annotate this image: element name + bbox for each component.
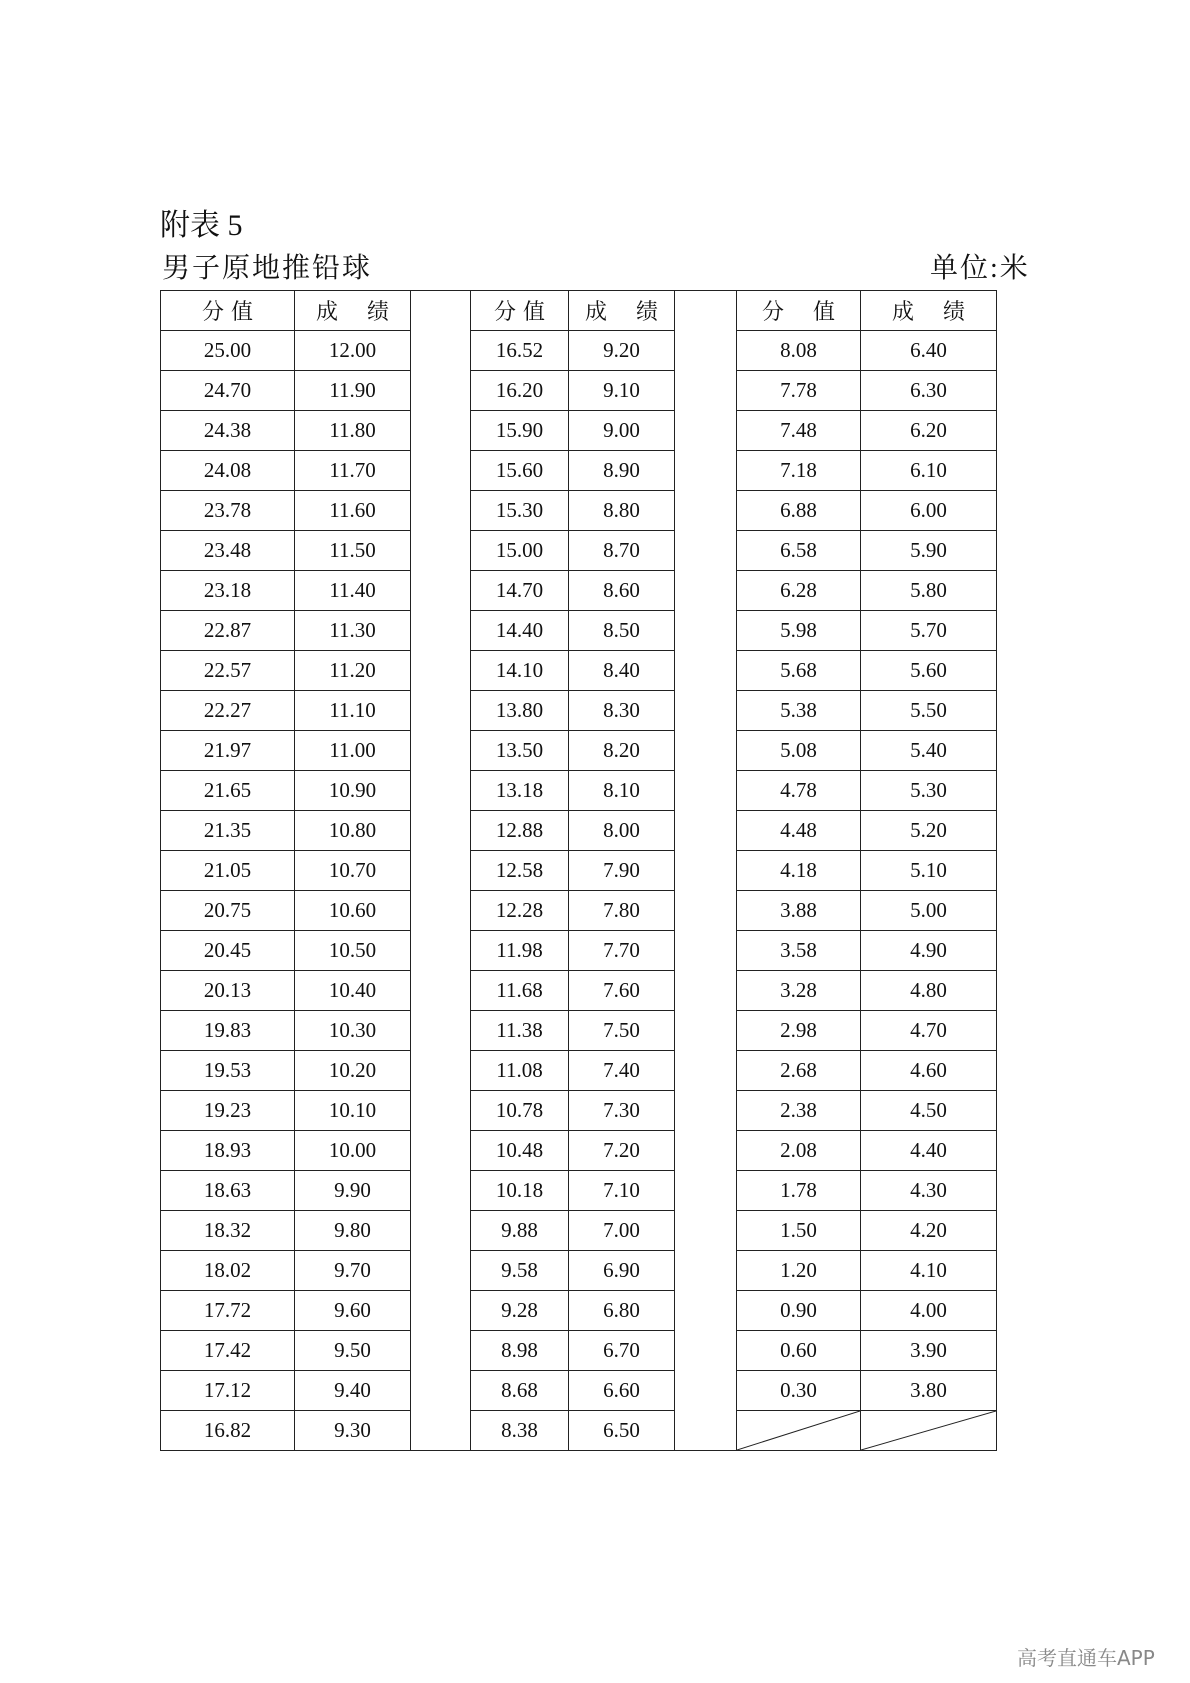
cell-score-1: 24.70 — [161, 371, 295, 411]
column-gap — [675, 411, 737, 451]
column-gap — [411, 291, 471, 331]
cell-score-3: 3.58 — [737, 931, 861, 971]
cell-score-2: 15.30 — [471, 491, 569, 531]
cell-score-2: 9.58 — [471, 1251, 569, 1291]
cell-result-3: 4.00 — [861, 1291, 997, 1331]
cell-result-3: 5.20 — [861, 811, 997, 851]
cell-result-2: 7.50 — [569, 1011, 675, 1051]
table-row — [161, 1091, 997, 1131]
cell-result-3: 4.80 — [861, 971, 997, 1011]
column-gap — [675, 451, 737, 491]
column-gap — [675, 811, 737, 851]
column-gap — [675, 491, 737, 531]
cell-score-2: 12.28 — [471, 891, 569, 931]
cell-result-3: 5.70 — [861, 611, 997, 651]
column-gap — [675, 1251, 737, 1291]
column-gap — [411, 331, 471, 371]
column-gap — [675, 1051, 737, 1091]
column-gap — [411, 1211, 471, 1251]
cell-score-1: 23.18 — [161, 571, 295, 611]
cell-result-3: 5.50 — [861, 691, 997, 731]
column-gap — [411, 571, 471, 611]
column-gap — [411, 1171, 471, 1211]
column-gap — [411, 771, 471, 811]
table-row — [161, 811, 997, 851]
table-row — [161, 411, 997, 451]
score-table — [160, 290, 997, 1451]
cell-result-3: 4.10 — [861, 1251, 997, 1291]
table-row — [161, 731, 997, 771]
cell-score-1: 17.72 — [161, 1291, 295, 1331]
cell-score-3: 3.88 — [737, 891, 861, 931]
column-gap — [411, 1291, 471, 1331]
cell-result-1: 11.90 — [295, 371, 411, 411]
cell-result-1: 10.60 — [295, 891, 411, 931]
column-gap — [675, 931, 737, 971]
cell-score-2: 11.68 — [471, 971, 569, 1011]
cell-result-1: 10.40 — [295, 971, 411, 1011]
column-gap — [411, 451, 471, 491]
cell-score-1: 18.93 — [161, 1131, 295, 1171]
cell-score-3: 8.08 — [737, 331, 861, 371]
cell-result-1: 11.80 — [295, 411, 411, 451]
cell-result-2: 7.60 — [569, 971, 675, 1011]
cell-score-3: 4.78 — [737, 771, 861, 811]
cell-result-2: 7.90 — [569, 851, 675, 891]
cell-score-3: 1.20 — [737, 1251, 861, 1291]
cell-score-2: 16.52 — [471, 331, 569, 371]
cell-score-3: 5.08 — [737, 731, 861, 771]
cell-result-1: 10.10 — [295, 1091, 411, 1131]
cell-score-3: 2.08 — [737, 1131, 861, 1171]
cell-score-1: 24.38 — [161, 411, 295, 451]
cell-result-3: 6.00 — [861, 491, 997, 531]
cell-score-3: 1.50 — [737, 1211, 861, 1251]
column-gap — [675, 651, 737, 691]
table-row — [161, 651, 997, 691]
cell-score-3: 2.98 — [737, 1011, 861, 1051]
cell-result-1: 9.30 — [295, 1411, 411, 1451]
cell-result-2: 7.00 — [569, 1211, 675, 1251]
column-gap — [675, 1331, 737, 1371]
cell-result-3: 6.30 — [861, 371, 997, 411]
table-row — [161, 691, 997, 731]
cell-score-3: 6.88 — [737, 491, 861, 531]
cell-score-1: 23.48 — [161, 531, 295, 571]
cell-result-1: 10.20 — [295, 1051, 411, 1091]
cell-result-2: 6.50 — [569, 1411, 675, 1451]
cell-score-1: 16.82 — [161, 1411, 295, 1451]
table-row — [161, 1011, 997, 1051]
table-row — [161, 611, 997, 651]
cell-score-2: 14.70 — [471, 571, 569, 611]
table-row — [161, 451, 997, 491]
cell-result-2: 9.00 — [569, 411, 675, 451]
column-gap — [675, 1091, 737, 1131]
column-gap — [675, 331, 737, 371]
cell-result-3: 6.40 — [861, 331, 997, 371]
cell-score-2: 8.38 — [471, 1411, 569, 1451]
table-row — [161, 931, 997, 971]
table-row — [161, 1291, 997, 1331]
cell-result-3: 5.90 — [861, 531, 997, 571]
column-gap — [411, 1251, 471, 1291]
cell-score-2: 11.98 — [471, 931, 569, 971]
cell-score-2: 12.58 — [471, 851, 569, 891]
cell-score-2: 10.18 — [471, 1171, 569, 1211]
cell-result-1: 11.30 — [295, 611, 411, 651]
cell-result-1: 10.80 — [295, 811, 411, 851]
cell-result-2: 8.70 — [569, 531, 675, 571]
table-row — [161, 371, 997, 411]
cell-result-2: 6.80 — [569, 1291, 675, 1331]
cell-score-1: 21.97 — [161, 731, 295, 771]
cell-score-1: 22.27 — [161, 691, 295, 731]
cell-result-1: 9.90 — [295, 1171, 411, 1211]
cell-score-1: 20.13 — [161, 971, 295, 1011]
cell-result-3: 5.80 — [861, 571, 997, 611]
table-row — [161, 1171, 997, 1211]
header-result-1: 成 绩 — [295, 291, 411, 331]
column-gap — [675, 1011, 737, 1051]
column-gap — [675, 611, 737, 651]
cell-result-2: 7.40 — [569, 1051, 675, 1091]
column-gap — [675, 731, 737, 771]
watermark: 高考直通车APP — [1017, 1646, 1155, 1670]
cell-score-3: 1.78 — [737, 1171, 861, 1211]
cell-result-3: 4.50 — [861, 1091, 997, 1131]
cell-score-1: 18.02 — [161, 1251, 295, 1291]
table-row — [161, 1371, 997, 1411]
column-gap — [675, 531, 737, 571]
table-row — [161, 851, 997, 891]
cell-score-1: 19.23 — [161, 1091, 295, 1131]
cell-score-3: 2.38 — [737, 1091, 861, 1131]
cell-result-1: 9.40 — [295, 1371, 411, 1411]
cell-score-2: 16.20 — [471, 371, 569, 411]
cell-result-1: 9.60 — [295, 1291, 411, 1331]
column-gap — [675, 771, 737, 811]
cell-score-3: 5.98 — [737, 611, 861, 651]
cell-score-1: 19.53 — [161, 1051, 295, 1091]
cell-score-3: 7.48 — [737, 411, 861, 451]
cell-score-1: 23.78 — [161, 491, 295, 531]
cell-score-2: 14.10 — [471, 651, 569, 691]
cell-score-2: 10.78 — [471, 1091, 569, 1131]
column-gap — [411, 1091, 471, 1131]
cell-score-2: 15.60 — [471, 451, 569, 491]
cell-result-2: 8.90 — [569, 451, 675, 491]
cell-result-2: 7.30 — [569, 1091, 675, 1131]
cell-score-1: 24.08 — [161, 451, 295, 491]
cell-result-1: 10.50 — [295, 931, 411, 971]
table-row — [161, 531, 997, 571]
cell-score-2: 13.18 — [471, 771, 569, 811]
column-gap — [411, 1411, 471, 1451]
cell-result-3: 6.10 — [861, 451, 997, 491]
cell-result-3: 5.00 — [861, 891, 997, 931]
column-gap — [675, 1291, 737, 1331]
cell-result-1: 9.50 — [295, 1331, 411, 1371]
column-gap — [411, 731, 471, 771]
column-gap — [411, 371, 471, 411]
cell-result-3: 4.90 — [861, 931, 997, 971]
table-row — [161, 971, 997, 1011]
column-gap — [675, 1211, 737, 1251]
header-score-1: 分 值 — [161, 291, 295, 331]
cell-score-3: 6.28 — [737, 571, 861, 611]
cell-result-2: 9.10 — [569, 371, 675, 411]
cell-score-1: 21.65 — [161, 771, 295, 811]
cell-score-1: 17.12 — [161, 1371, 295, 1411]
column-gap — [675, 851, 737, 891]
column-gap — [411, 1131, 471, 1171]
cell-score-1: 19.83 — [161, 1011, 295, 1051]
cell-score-2: 12.88 — [471, 811, 569, 851]
table-row — [161, 1251, 997, 1291]
column-gap — [675, 571, 737, 611]
column-gap — [411, 651, 471, 691]
table-subtitle: 男子原地推铅球 — [162, 253, 373, 284]
unit-label: 单位:米 — [930, 253, 1030, 284]
header-score-3: 分 值 — [737, 291, 861, 331]
cell-result-3: 6.20 — [861, 411, 997, 451]
column-gap — [675, 1371, 737, 1411]
column-gap — [675, 1411, 737, 1451]
cell-result-1: 11.70 — [295, 451, 411, 491]
header-result-2: 成 绩 — [569, 291, 675, 331]
column-gap — [411, 851, 471, 891]
cell-result-2: 9.20 — [569, 331, 675, 371]
cell-score-1: 20.75 — [161, 891, 295, 931]
cell-result-2: 8.40 — [569, 651, 675, 691]
cell-score-1: 21.35 — [161, 811, 295, 851]
cell-result-1: 9.80 — [295, 1211, 411, 1251]
cell-result-3: 4.20 — [861, 1211, 997, 1251]
cell-result-2: 6.60 — [569, 1371, 675, 1411]
column-gap — [675, 1171, 737, 1211]
cell-score-3: 5.68 — [737, 651, 861, 691]
cell-score-3: 7.18 — [737, 451, 861, 491]
cell-result-2: 8.30 — [569, 691, 675, 731]
cell-score-3: 0.90 — [737, 1291, 861, 1331]
cell-result-2: 7.10 — [569, 1171, 675, 1211]
cell-result-3: 5.30 — [861, 771, 997, 811]
header-score-2: 分 值 — [471, 291, 569, 331]
table-row — [161, 331, 997, 371]
cell-score-1: 20.45 — [161, 931, 295, 971]
cell-score-2: 11.08 — [471, 1051, 569, 1091]
table-row — [161, 1331, 997, 1371]
cell-result-3: 5.40 — [861, 731, 997, 771]
cell-score-2: 15.00 — [471, 531, 569, 571]
column-gap — [411, 691, 471, 731]
cell-result-3: 4.30 — [861, 1171, 997, 1211]
header-row — [161, 291, 997, 331]
cell-result-2: 7.20 — [569, 1131, 675, 1171]
cell-score-2: 14.40 — [471, 611, 569, 651]
cell-score-3: 4.48 — [737, 811, 861, 851]
cell-result-2: 8.50 — [569, 611, 675, 651]
table-row — [161, 1411, 997, 1451]
cell-result-1: 12.00 — [295, 331, 411, 371]
column-gap — [675, 291, 737, 331]
cell-result-2: 7.80 — [569, 891, 675, 931]
cell-result-2: 7.70 — [569, 931, 675, 971]
column-gap — [411, 931, 471, 971]
empty-cell-diagonal — [861, 1411, 997, 1451]
cell-result-1: 11.40 — [295, 571, 411, 611]
cell-result-1: 10.30 — [295, 1011, 411, 1051]
cell-result-1: 10.90 — [295, 771, 411, 811]
cell-score-3: 3.28 — [737, 971, 861, 1011]
cell-result-2: 8.80 — [569, 491, 675, 531]
cell-score-3: 0.30 — [737, 1371, 861, 1411]
table-caption: 附表 5 — [160, 209, 243, 242]
header-result-3: 成 绩 — [861, 291, 997, 331]
cell-result-1: 11.50 — [295, 531, 411, 571]
column-gap — [675, 891, 737, 931]
cell-result-1: 9.70 — [295, 1251, 411, 1291]
cell-score-3: 4.18 — [737, 851, 861, 891]
cell-result-1: 11.10 — [295, 691, 411, 731]
empty-cell-diagonal — [737, 1411, 861, 1451]
table-row — [161, 491, 997, 531]
cell-score-1: 18.63 — [161, 1171, 295, 1211]
cell-score-2: 9.28 — [471, 1291, 569, 1331]
cell-result-2: 8.60 — [569, 571, 675, 611]
cell-result-1: 11.00 — [295, 731, 411, 771]
column-gap — [411, 611, 471, 651]
cell-score-2: 11.38 — [471, 1011, 569, 1051]
cell-score-2: 13.80 — [471, 691, 569, 731]
cell-score-2: 8.68 — [471, 1371, 569, 1411]
cell-score-2: 9.88 — [471, 1211, 569, 1251]
column-gap — [411, 491, 471, 531]
cell-score-2: 8.98 — [471, 1331, 569, 1371]
table-row — [161, 1211, 997, 1251]
column-gap — [675, 371, 737, 411]
column-gap — [675, 691, 737, 731]
cell-result-2: 8.00 — [569, 811, 675, 851]
cell-result-3: 5.10 — [861, 851, 997, 891]
column-gap — [411, 811, 471, 851]
column-gap — [411, 531, 471, 571]
cell-score-3: 7.78 — [737, 371, 861, 411]
cell-result-1: 11.60 — [295, 491, 411, 531]
cell-result-1: 11.20 — [295, 651, 411, 691]
cell-result-3: 4.70 — [861, 1011, 997, 1051]
cell-score-1: 22.87 — [161, 611, 295, 651]
cell-score-1: 25.00 — [161, 331, 295, 371]
cell-score-3: 6.58 — [737, 531, 861, 571]
cell-result-3: 4.40 — [861, 1131, 997, 1171]
cell-result-2: 8.10 — [569, 771, 675, 811]
cell-score-1: 18.32 — [161, 1211, 295, 1251]
cell-result-3: 3.90 — [861, 1331, 997, 1371]
table-row — [161, 1051, 997, 1091]
cell-score-1: 22.57 — [161, 651, 295, 691]
cell-result-2: 6.70 — [569, 1331, 675, 1371]
cell-score-2: 13.50 — [471, 731, 569, 771]
cell-score-2: 10.48 — [471, 1131, 569, 1171]
table-row — [161, 1131, 997, 1171]
column-gap — [411, 1051, 471, 1091]
column-gap — [411, 1331, 471, 1371]
column-gap — [411, 411, 471, 451]
column-gap — [411, 1371, 471, 1411]
cell-result-3: 4.60 — [861, 1051, 997, 1091]
cell-result-1: 10.00 — [295, 1131, 411, 1171]
cell-score-1: 21.05 — [161, 851, 295, 891]
cell-result-1: 10.70 — [295, 851, 411, 891]
column-gap — [411, 891, 471, 931]
cell-result-2: 8.20 — [569, 731, 675, 771]
cell-result-3: 3.80 — [861, 1371, 997, 1411]
cell-score-3: 2.68 — [737, 1051, 861, 1091]
cell-score-3: 5.38 — [737, 691, 861, 731]
column-gap — [411, 1011, 471, 1051]
cell-result-2: 6.90 — [569, 1251, 675, 1291]
column-gap — [675, 971, 737, 1011]
cell-score-1: 17.42 — [161, 1331, 295, 1371]
column-gap — [411, 971, 471, 1011]
table-row — [161, 571, 997, 611]
cell-result-3: 5.60 — [861, 651, 997, 691]
column-gap — [675, 1131, 737, 1171]
table-row — [161, 771, 997, 811]
cell-score-3: 0.60 — [737, 1331, 861, 1371]
cell-score-2: 15.90 — [471, 411, 569, 451]
table-row — [161, 891, 997, 931]
